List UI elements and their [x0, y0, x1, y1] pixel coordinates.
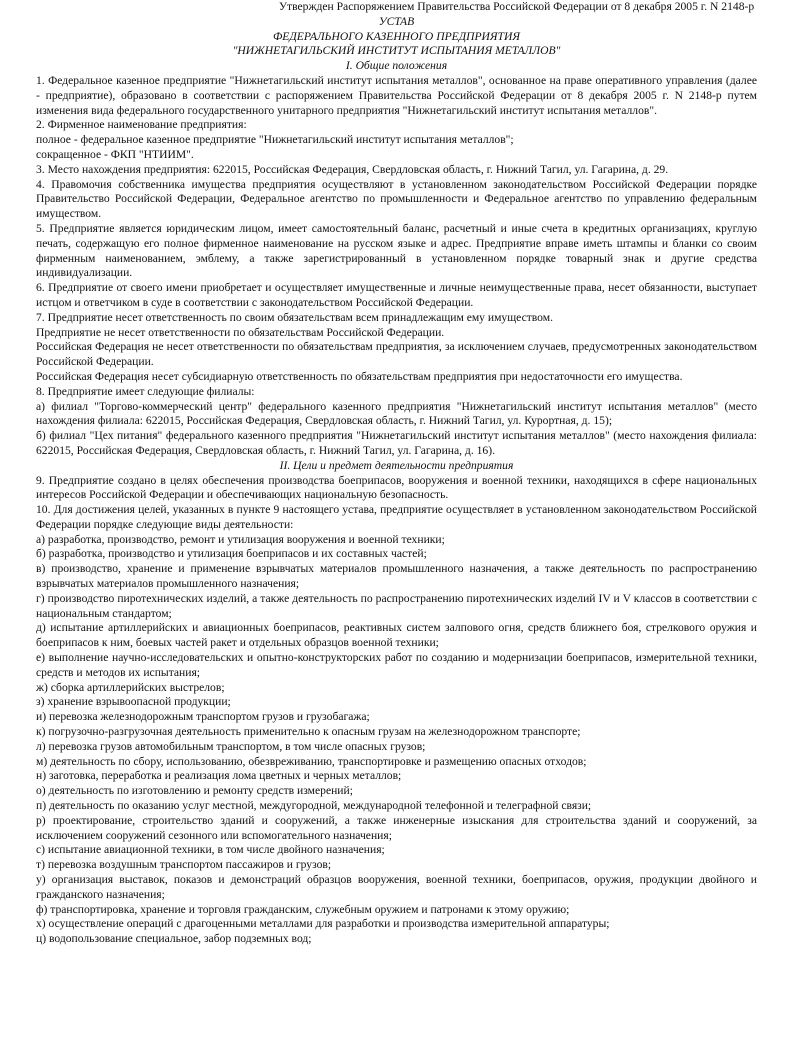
list-item: з) хранение взрывоопасной продукции; [36, 695, 231, 709]
paragraph-7: 7. Предприятие несет ответственность по своим обязательствам всем принадлежащим ему имуществом. [36, 310, 553, 324]
paragraph-8: 8. Предприятие имеет следующие филиалы: [36, 384, 255, 398]
list-item: м) деятельность по сбору, использованию, обезвреживанию, транспортировке и размещению опасных отходов; [36, 754, 587, 768]
paragraph-8-b: б) филиал "Цех питания" федерального казенного предприятия "Нижнетагильский институт испытания металлов" (место нахождения филиала: 622015, Российская Федерация, Свердловская область, г. Нижний Тагил, ул. Гагарина, д. 16). [36, 429, 757, 457]
organization-title-line-2: "НИЖНЕТАГИЛЬСКИЙ ИНСТИТУТ ИСПЫТАНИЯ МЕТАЛЛОВ" [232, 44, 561, 58]
list-item: ж) сборка артиллерийских выстрелов; [36, 680, 225, 694]
list-item: а) разработка, производство, ремонт и утилизация вооружения и военной техники; [36, 532, 445, 546]
paragraph-4: 4. Правомочия собственника имущества предприятия осуществляют в установленном законодательством Российской Федерации порядке Правительство Российской Федерации, Федеральное агентство по промышленности и Федеральное агентство по управлению федеральным имуществом. [36, 177, 757, 221]
paragraph-10: 10. Для достижения целей, указанных в пункте 9 настоящего устава, предприятие осуществляет в установленном законодательством Российской Федерации порядке следующие виды деятельности: [36, 503, 757, 531]
list-item: в) производство, хранение и применение взрывчатых материалов промышленного назначения, а также деятельность по распространению взрывчатых материалов промышленного назначения; [36, 562, 757, 591]
paragraph-5: 5. Предприятие является юридическим лицом, имеет самостоятельный баланс, расчетный и иные счета в кредитных организациях, круглую печать, содержащую его полное фирменное наименование на русском языке и адрес. Предприятие вправе иметь штампы и бланки со своим фирменным наименованием, эмблему, а также зарегистрированный в установленном порядке товарный знак и другие средства индивидуализации. [36, 221, 757, 280]
paragraph-9: 9. Предприятие создано в целях обеспечения производства боеприпасов, вооружения и военной техники, находящихся в сфере национальных интересов Российской Федерации и обеспечивающих национальную безопасность. [36, 473, 757, 502]
paragraph-8-a: а) филиал "Торгово-коммерческий центр" федерального казенного предприятия "Нижнетагильский институт испытания металлов" (место нахождения филиала: 622015, Российская Федерация, Свердловская область, г. Нижний Тагил, ул. Курортная, д. 15); [36, 399, 757, 428]
list-item: х) осуществление операций с драгоценными металлами для разработки и производства измерительной аппаратуры; [36, 917, 610, 931]
list-item: л) перевозка грузов автомобильным транспортом, в том числе опасных грузов; [36, 739, 426, 753]
paragraph-7-b: Российская Федерация не несет ответственности по обязательствам предприятия, за исключением случаев, предусмотренных законодательством Российской Федерации. [36, 340, 757, 369]
paragraph-6: 6. Предприятие от своего имени приобретает и осуществляет имущественные и личные неимущественные права, несет обязанности, выступает истцом и ответчиком в суде в соответствии с законодательством Российской Федерации. [36, 281, 757, 309]
list-item: ц) водопользование специальное, забор подземных вод; [36, 932, 312, 946]
list-item: е) выполнение научно-исследовательских и опытно-конструкторских работ по созданию и модернизации боеприпасов, измерительной техники, средств и методов их испытания; [36, 651, 757, 679]
paragraph-2: 2. Фирменное наименование предприятия: [36, 118, 247, 132]
paragraph-2-full-name: полное - федеральное казенное предприятие "Нижнетагильский институт испытания металлов"; [36, 133, 514, 147]
list-item: к) погрузочно-разгрузочная деятельность применительно к опасным грузам на железнодорожном транспорте; [36, 725, 581, 739]
approval-line: Утвержден Распоряжением Правительства Российской Федерации от 8 декабря 2005 г. N 2148-р [278, 0, 755, 13]
list-item: о) деятельность по изготовлению и ремонту средств измерений; [36, 784, 353, 798]
list-item: д) испытание артиллерийских и авиационных боеприпасов, реактивных систем залпового огня, средств ближнего боя, стрелкового оружия и боеприпасов к ним, боевых частей ракет и отдельных образцов военной техники; [36, 621, 757, 650]
list-item: т) перевозка воздушным транспортом пассажиров и грузов; [36, 858, 332, 872]
section-1-body [36, 74, 757, 459]
paragraph-7-a: Предприятие не несет ответственности по обязательствам Российской Федерации. [36, 325, 445, 339]
charter-title: УСТАВ [378, 14, 415, 28]
section-2-body [36, 474, 757, 948]
list-item: с) испытание авиационной техники, в том числе двойного назначения; [36, 843, 385, 857]
paragraph-3: 3. Место нахождения предприятия: 622015, Российская Федерация, Свердловская область, г. Нижний Тагил, ул. Гагарина, д. 29. [36, 162, 669, 176]
list-item: у) организация выставок, показов и демонстраций образцов вооружения, военной техники, боеприпасов, оружия, продукции двойного и гражданского назначения; [36, 873, 757, 901]
paragraph-2-short-name: сокращенное - ФКП "НТИИМ". [36, 147, 194, 161]
list-item: н) заготовка, переработка и реализация лома цветных и черных металлов; [36, 769, 402, 783]
section-2-heading: II. Цели и предмет деятельности предприятия [279, 458, 514, 472]
list-item: р) проектирование, строительство зданий и сооружений, а также инженерные изыскания для строительства зданий и сооружений, за исключением сооружений сезонного или вспомогательного назначения; [36, 813, 757, 842]
organization-title-line-1: ФЕДЕРАЛЬНОГО КАЗЕННОГО ПРЕДПРИЯТИЯ [272, 29, 520, 43]
list-item: и) перевозка железнодорожным транспортом грузов и грузобагажа; [36, 710, 370, 724]
section-1-heading: I. Общие положения [345, 59, 448, 73]
list-item: п) деятельность по оказанию услуг местной, междугородной, международной телефонной и телеграфной связи; [36, 799, 592, 813]
list-item: ф) транспортировка, хранение и торговля гражданским, служебным оружием и патронами к этому оружию; [36, 902, 570, 916]
list-item: г) производство пиротехнических изделий, а также деятельность по распространению пиротехнических изделий IV и V классов в соответствии с национальным стандартом; [36, 591, 757, 620]
paragraph-7-c: Российская Федерация несет субсидиарную ответственность по обязательствам предприятия при недостаточности его имущества. [36, 369, 683, 383]
paragraph-1: 1. Федеральное казенное предприятие "Нижнетагильский институт испытания металлов", основанное на праве оперативного управления (далее - предприятие), образовано в соответствии с распоряжением Правительства Российской Федерации от 8 декабря 2005 г. N 2148-р путем изменения вида федерального государственного унитарного предприятия "Нижнетагильский институт испытания металлов". [36, 73, 757, 117]
list-item: б) разработка, производство и утилизация боеприпасов и их составных частей; [36, 547, 427, 561]
